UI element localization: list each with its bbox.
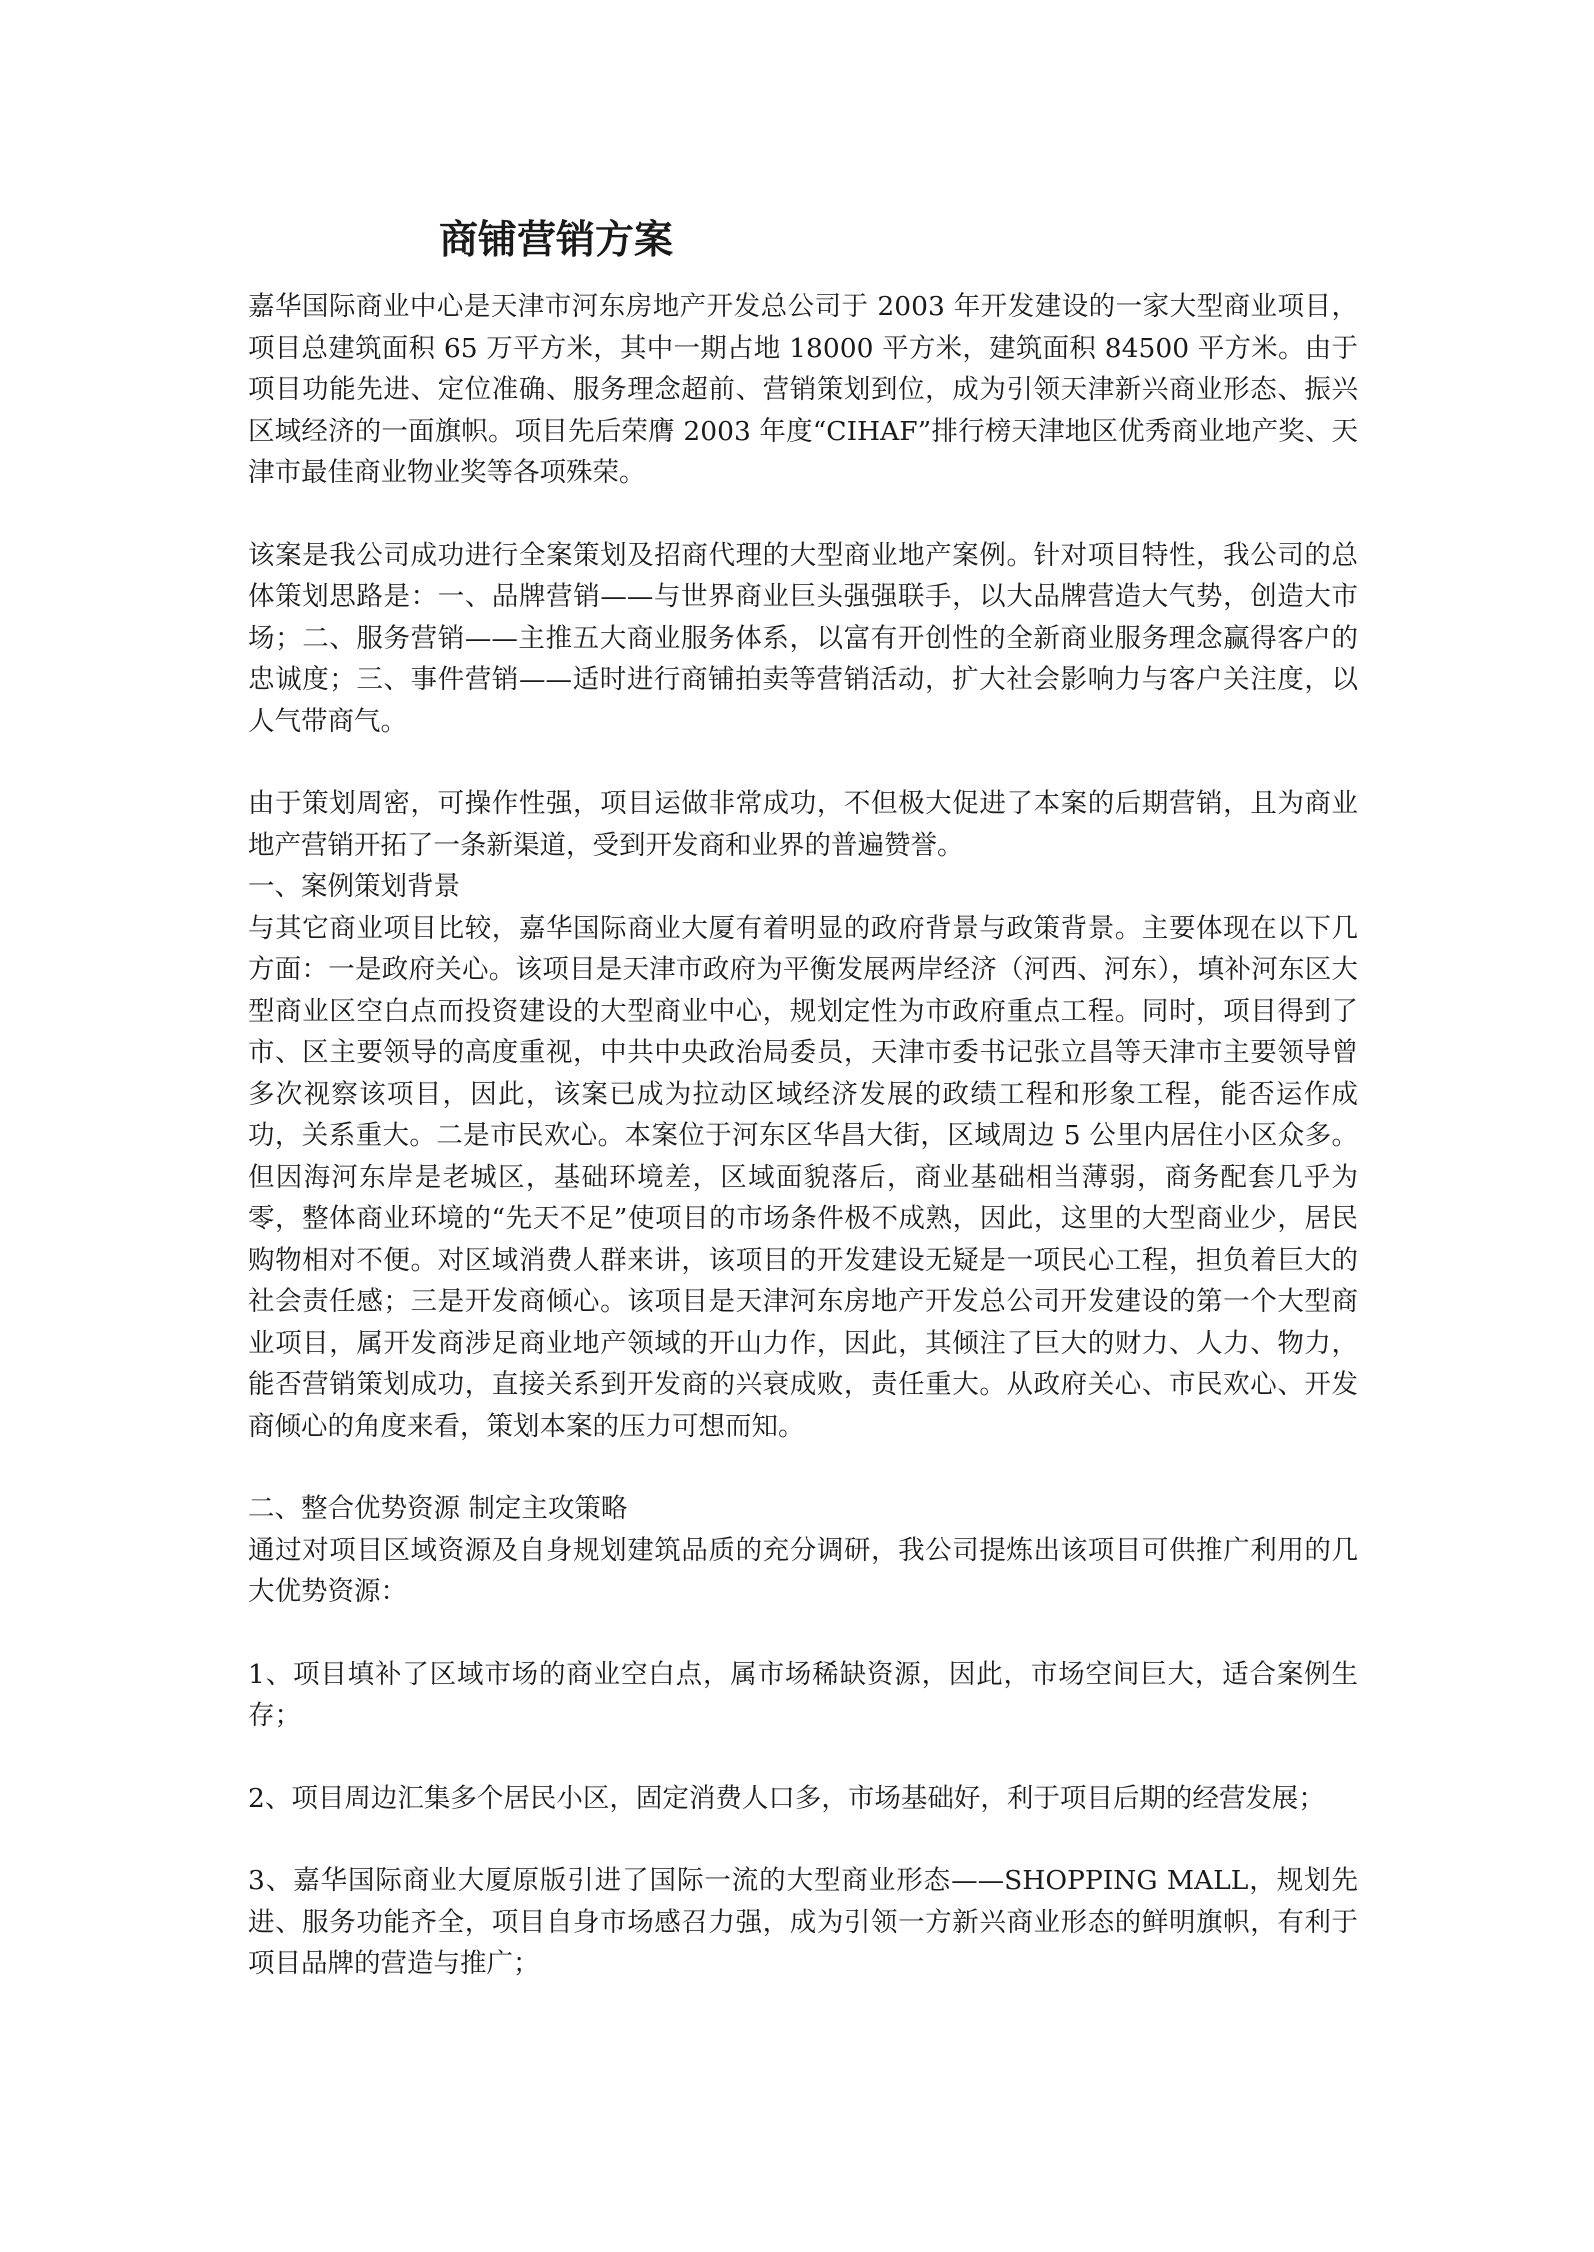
spacer xyxy=(248,494,1358,535)
spacer xyxy=(248,1737,1358,1778)
case-intro-paragraph: 该案是我公司成功进行全案策划及招商代理的大型商业地产案例。针对项目特性，我公司的总体策划思路是：一、品牌营销——与世界商业巨头强强联手，以大品牌营造大气势，创造大市场；二、服务营销——主推五大商业服务体系，以富有开创性的全新商业服务理念赢得客户的忠诚度；三、事件营销——适时进行商铺拍卖等营销活动，扩大社会影响力与客户关注度，以人气带商气。 xyxy=(248,539,1358,737)
section2-heading: 二、整合优势资源 制定主攻策略 xyxy=(248,1493,628,1524)
spacer xyxy=(248,1613,1358,1654)
section1-heading: 一、案例策划背景 xyxy=(248,871,460,902)
intro-paragraph: 嘉华国际商业中心是天津市河东房地产开发总公司于 2003 年开发建设的一家大型商业项目，项目总建筑面积 65 万平方米，其中一期占地 18000 平方米，建筑面积 84500 平方米。由于项目功能先进、定位准确、服务理念超前、营销策划到位，成为引领天津新兴商业形态、振兴区域经济的一面旗帜。项目先后荣膺 2003 年度“CIHAF”排行榜天津地区优秀商业地产奖、天津市最佳商业物业奖等各项殊荣。 xyxy=(248,291,1358,488)
list-item: 3、嘉华国际商业大厦原版引进了国际一流的大型商业形态——SHOPPING MALL，规划先进、服务功能齐全，项目自身市场感召力强，成为引领一方新兴商业形态的鲜明旗帜，有利于项目品牌的营造与推广； xyxy=(248,1865,1358,1979)
spacer xyxy=(248,1447,1358,1488)
list-item: 2、项目周边汇集多个居民小区，固定消费人口多，市场基础好，利于项目后期的经营发展； xyxy=(248,1782,1325,1814)
document-title: 商铺营销方案 xyxy=(439,217,674,263)
result-paragraph: 由于策划周密，可操作性强，项目运做非常成功，不但极大促进了本案的后期营销，且为商业地产营销开拓了一条新渠道，受到开发商和业界的普遍赞誉。 xyxy=(248,788,1358,861)
section1-body: 与其它商业项目比较，嘉华国际商业大厦有着明显的政府背景与政策背景。主要体现在以下几方面：一是政府关心。该项目是天津市政府为平衡发展两岸经济（河西、河东），填补河东区大型商业区空白点而投资建设的大型商业中心，规划定性为市政府重点工程。同时，项目得到了市、区主要领导的高度重视，中共中央政治局委员，天津市委书记张立昌等天津市主要领导曾多次视察该项目，因此，该案已成为拉动区域经济发展的政绩工程和形象工程，能否运作成功，关系重大。二是市民欢心。本案位于河东区华昌大街，区域周边 5 公里内居住小区众多。但因海河东岸是老城区，基础环境差，区域面貌落后，商业基础相当薄弱，商务配套几乎为零，整体商业环境的“先天不足”使项目的市场条件极不成熟，因此，这里的大型商业少，居民购物相对不便。对区域消费人群来讲，该项目的开发建设无疑是一项民心工程，担负着巨大的社会责任感；三是开发商倾心。该项目是天津河东房地产开发总公司开发建设的第一个大型商业项目，属开发商涉足商业地产领域的开山力作，因此，其倾注了巨大的财力、人力、物力，能否营销策划成功，直接关系到开发商的兴衰成败，责任重大。从政府关心、市民欢心、开发商倾心的角度来看，策划本案的压力可想而知。 xyxy=(248,912,1358,1442)
section2-intro: 通过对项目区域资源及自身规划建筑品质的充分调研，我公司提炼出该项目可供推广利用的几大优势资源： xyxy=(248,1534,1358,1607)
spacer xyxy=(248,742,1358,783)
document-page xyxy=(248,210,1358,1985)
spacer xyxy=(248,1819,1358,1860)
list-item: 1、项目填补了区域市场的商业空白点，属市场稀缺资源，因此，市场空间巨大，适合案例生存； xyxy=(248,1658,1358,1731)
